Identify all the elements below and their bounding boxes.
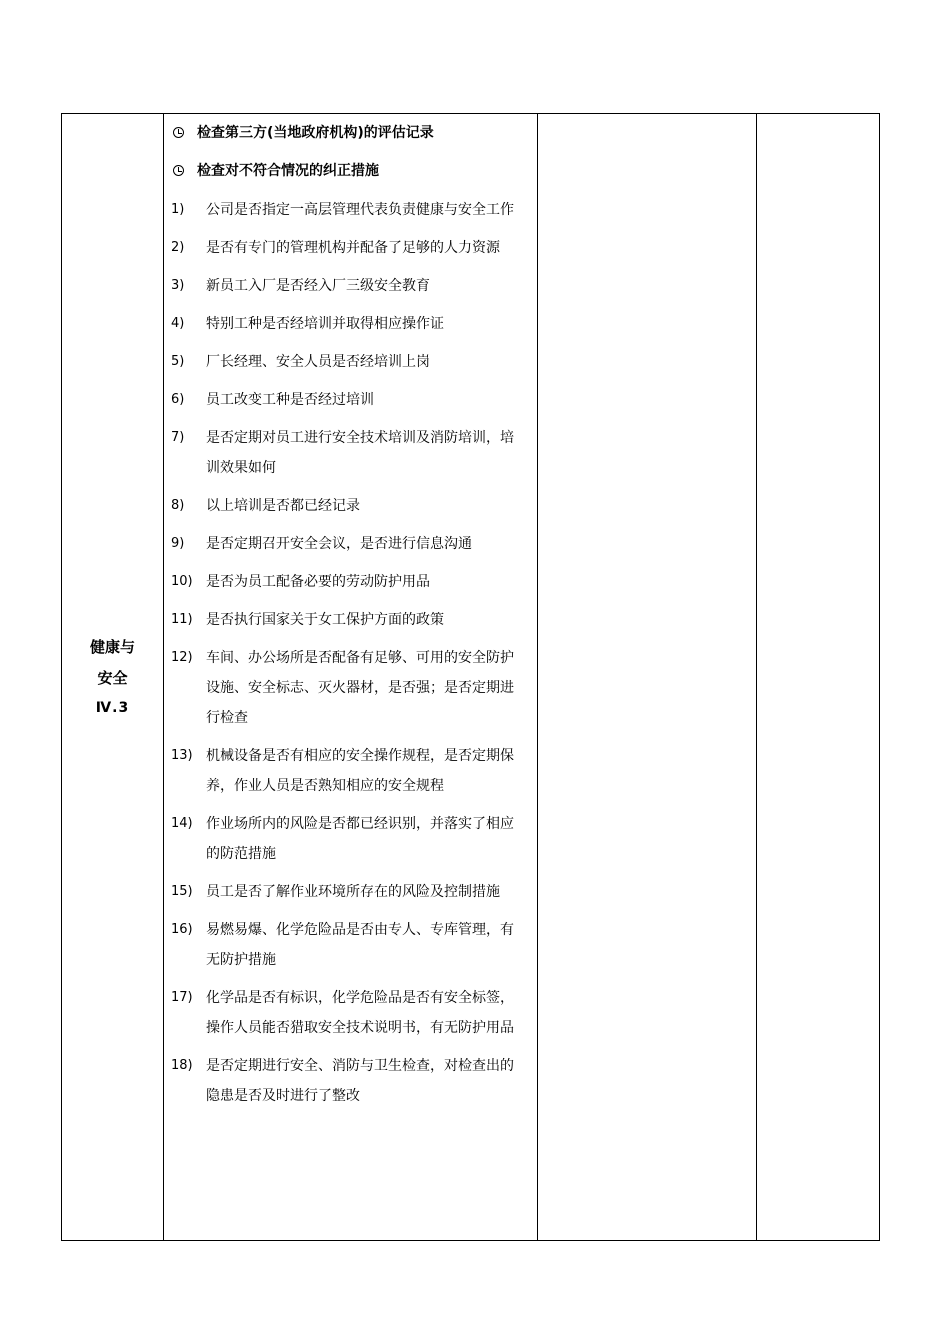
numbered-item-list bbox=[171, 195, 527, 1111]
list-item-number: 17) bbox=[171, 990, 193, 1005]
list-item bbox=[171, 983, 527, 1043]
list-item bbox=[171, 809, 527, 869]
clock-bullet-icon bbox=[173, 165, 184, 176]
list-item-text: 特别工种是否经培训并取得相应操作证 bbox=[206, 316, 444, 332]
list-item-text: 是否为员工配备必要的劳动防护用品 bbox=[206, 574, 430, 590]
list-item-text: 车间、办公场所是否配备有足够、可用的安全防护设施、安全标志、灭火器材，是否强；是否定期进行检查 bbox=[206, 650, 514, 726]
list-item-text: 厂长经理、安全人员是否经培训上岗 bbox=[206, 354, 430, 370]
clock-bullet-icon bbox=[173, 127, 184, 138]
list-item-text: 是否定期进行安全、消防与卫生检查，对检查出的隐患是否及时进行了整改 bbox=[206, 1058, 514, 1104]
category-code: Ⅳ.3 bbox=[95, 700, 130, 716]
list-item-text: 是否定期对员工进行安全技术培训及消防培训，培训效果如何 bbox=[206, 430, 514, 476]
list-item-number: 9) bbox=[171, 536, 185, 551]
checklist-cell bbox=[164, 114, 538, 1241]
list-item-number: 14) bbox=[171, 816, 193, 831]
list-item bbox=[171, 233, 527, 263]
list-item-number: 7) bbox=[171, 430, 185, 445]
list-item bbox=[171, 1051, 527, 1111]
list-item bbox=[171, 605, 527, 635]
list-item-text: 化学品是否有标识，化学危险品是否有安全标签，操作人员能否猎取安全技术说明书，有无防护用品 bbox=[206, 990, 514, 1036]
empty-cell-3 bbox=[538, 114, 757, 1241]
list-item bbox=[171, 309, 527, 339]
list-item bbox=[171, 877, 527, 907]
category-title-line2: 安全 bbox=[97, 669, 128, 687]
list-item-number: 13) bbox=[171, 748, 193, 763]
list-item-text: 员工改变工种是否经过培训 bbox=[206, 392, 374, 408]
list-item bbox=[171, 195, 527, 225]
list-item bbox=[171, 529, 527, 559]
list-item-text: 员工是否了解作业环境所存在的风险及控制措施 bbox=[206, 884, 500, 900]
list-item-text: 公司是否指定一高层管理代表负责健康与安全工作 bbox=[206, 202, 514, 218]
list-item bbox=[171, 347, 527, 377]
list-item-text: 是否有专门的管理机构并配备了足够的人力资源 bbox=[206, 240, 500, 256]
list-item-text: 作业场所内的风险是否都已经识别，并落实了相应的防范措施 bbox=[206, 816, 514, 862]
list-item bbox=[171, 385, 527, 415]
list-item-text: 机械设备是否有相应的安全操作规程，是否定期保养，作业人员是否熟知相应的安全规程 bbox=[206, 748, 514, 794]
list-item-text: 是否定期召开安全会议，是否进行信息沟通 bbox=[206, 536, 472, 552]
list-item-number: 4) bbox=[171, 316, 185, 331]
list-item-number: 5) bbox=[171, 354, 185, 369]
list-item bbox=[171, 423, 527, 483]
list-item bbox=[171, 741, 527, 801]
list-item-number: 12) bbox=[171, 650, 193, 665]
list-item-number: 18) bbox=[171, 1058, 193, 1073]
list-item-number: 8) bbox=[171, 498, 185, 513]
list-item-number: 11) bbox=[171, 612, 193, 627]
empty-cell-4 bbox=[757, 114, 880, 1241]
list-item-text: 是否执行国家关于女工保护方面的政策 bbox=[206, 612, 444, 628]
list-item bbox=[171, 643, 527, 733]
list-item-text: 新员工入厂是否经入厂三级安全教育 bbox=[206, 278, 430, 294]
category-cell bbox=[62, 114, 164, 1241]
list-item bbox=[171, 567, 527, 597]
list-item-number: 2) bbox=[171, 240, 185, 255]
list-item-number: 1) bbox=[171, 202, 185, 217]
check-item-text: 检查对不符合情况的纠正措施 bbox=[197, 163, 379, 179]
check-item bbox=[171, 119, 527, 147]
check-item bbox=[171, 157, 527, 185]
audit-table bbox=[61, 113, 880, 1241]
list-item-number: 10) bbox=[171, 574, 193, 589]
list-item-text: 易燃易爆、化学危险品是否由专人、专库管理，有无防护措施 bbox=[206, 922, 514, 968]
category-title-line1: 健康与 bbox=[89, 638, 135, 656]
list-item-number: 15) bbox=[171, 884, 193, 899]
table-row bbox=[62, 114, 880, 1241]
list-item bbox=[171, 491, 527, 521]
list-item-number: 3) bbox=[171, 278, 185, 293]
check-item-text: 检查第三方(当地政府机构)的评估记录 bbox=[197, 125, 434, 141]
list-item-number: 16) bbox=[171, 922, 193, 937]
list-item bbox=[171, 271, 527, 301]
list-item-text: 以上培训是否都已经记录 bbox=[206, 498, 360, 514]
list-item-number: 6) bbox=[171, 392, 185, 407]
list-item bbox=[171, 915, 527, 975]
